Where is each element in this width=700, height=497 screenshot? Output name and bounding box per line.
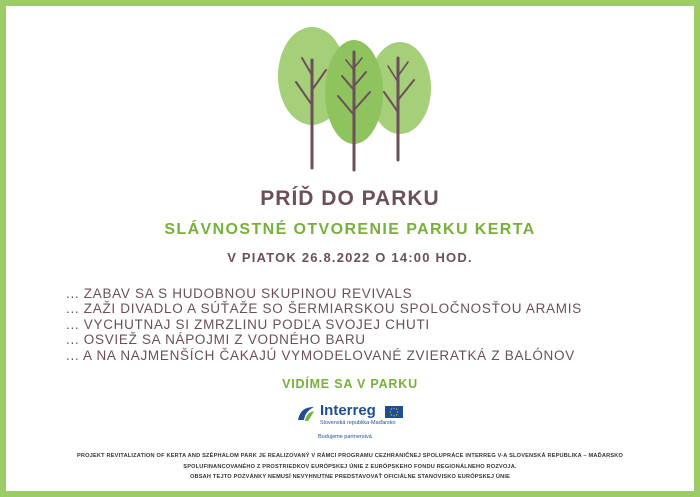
activity-item: ... A NA NAJMENŠÍCH ČAKAJÚ VYMODELOVANÉ ZVIERATKÁ Z BALÓNOV (66, 347, 575, 363)
activity-item: ... OSVIEŽ SA NÁPOJMI Z VODNÉHO BARU (66, 332, 366, 348)
eu-flag-icon (385, 406, 403, 418)
disclaimer-line: PROJEKT REVITALIZATION OF KERTA AND SZÉPHALOM PARK JE REALIZOVANÝ V RÁMCI PROGRAMU CEZHRANIČNEJ SPOLUPRÁCE INTERREG V-A SLOVENSKÁ REPUBLIKA – MAĎARSKO (76, 453, 624, 459)
activity-item: ... VYCHUTNAJ SI ZMRZLINU PODĽA SVOJEJ CHUTI (66, 316, 430, 332)
logo-region: Slovenská republika-Maďarsko (320, 420, 396, 426)
interreg-logo (293, 400, 421, 444)
event-subtitle: SLÁVNOSTNÉ OTVORENIE PARKU KERTA (164, 221, 536, 238)
logo-name: Interreg (320, 402, 376, 419)
tree-illustration (274, 20, 436, 174)
disclaimer-line: SPOLUFINANCOVANÉHO Z PROSTRIEDKOV EURÓPSKEJ ÚNIE Z EURÓPSKEHO FONDU REGIONÁLNEHO ROZVOJA. (183, 463, 517, 470)
funding-disclaimer (26, 451, 674, 483)
activity-list (66, 286, 582, 363)
activity-item: ... ZAŽI DIVADLO A SÚŤAŽE SO ŠERMIARSKOU SPOLOČNOSŤOU ARAMIS (66, 301, 582, 317)
event-date: V PIATOK 26.8.2022 O 14:00 HOD. (227, 250, 473, 265)
disclaimer-line: OBSAH TEJTO POZVÁNKY NEMUSÍ NEVYHNUTNE PREDSTAVOVAŤ OFICIÁLNE STANOVISKO EURÓPSKEJ ÚNIE (189, 474, 511, 480)
interreg-logo-mark (296, 404, 316, 424)
activity-item: ... ZABAV SA S HUDOBNOU SKUPINOU REVIVALS (66, 286, 413, 301)
headline: PRÍĎ DO PARKU (260, 187, 440, 210)
closing-line: VIDÍME SA V PARKU (282, 377, 418, 391)
logo-tagline: Budujeme partnerstvá (318, 434, 372, 440)
